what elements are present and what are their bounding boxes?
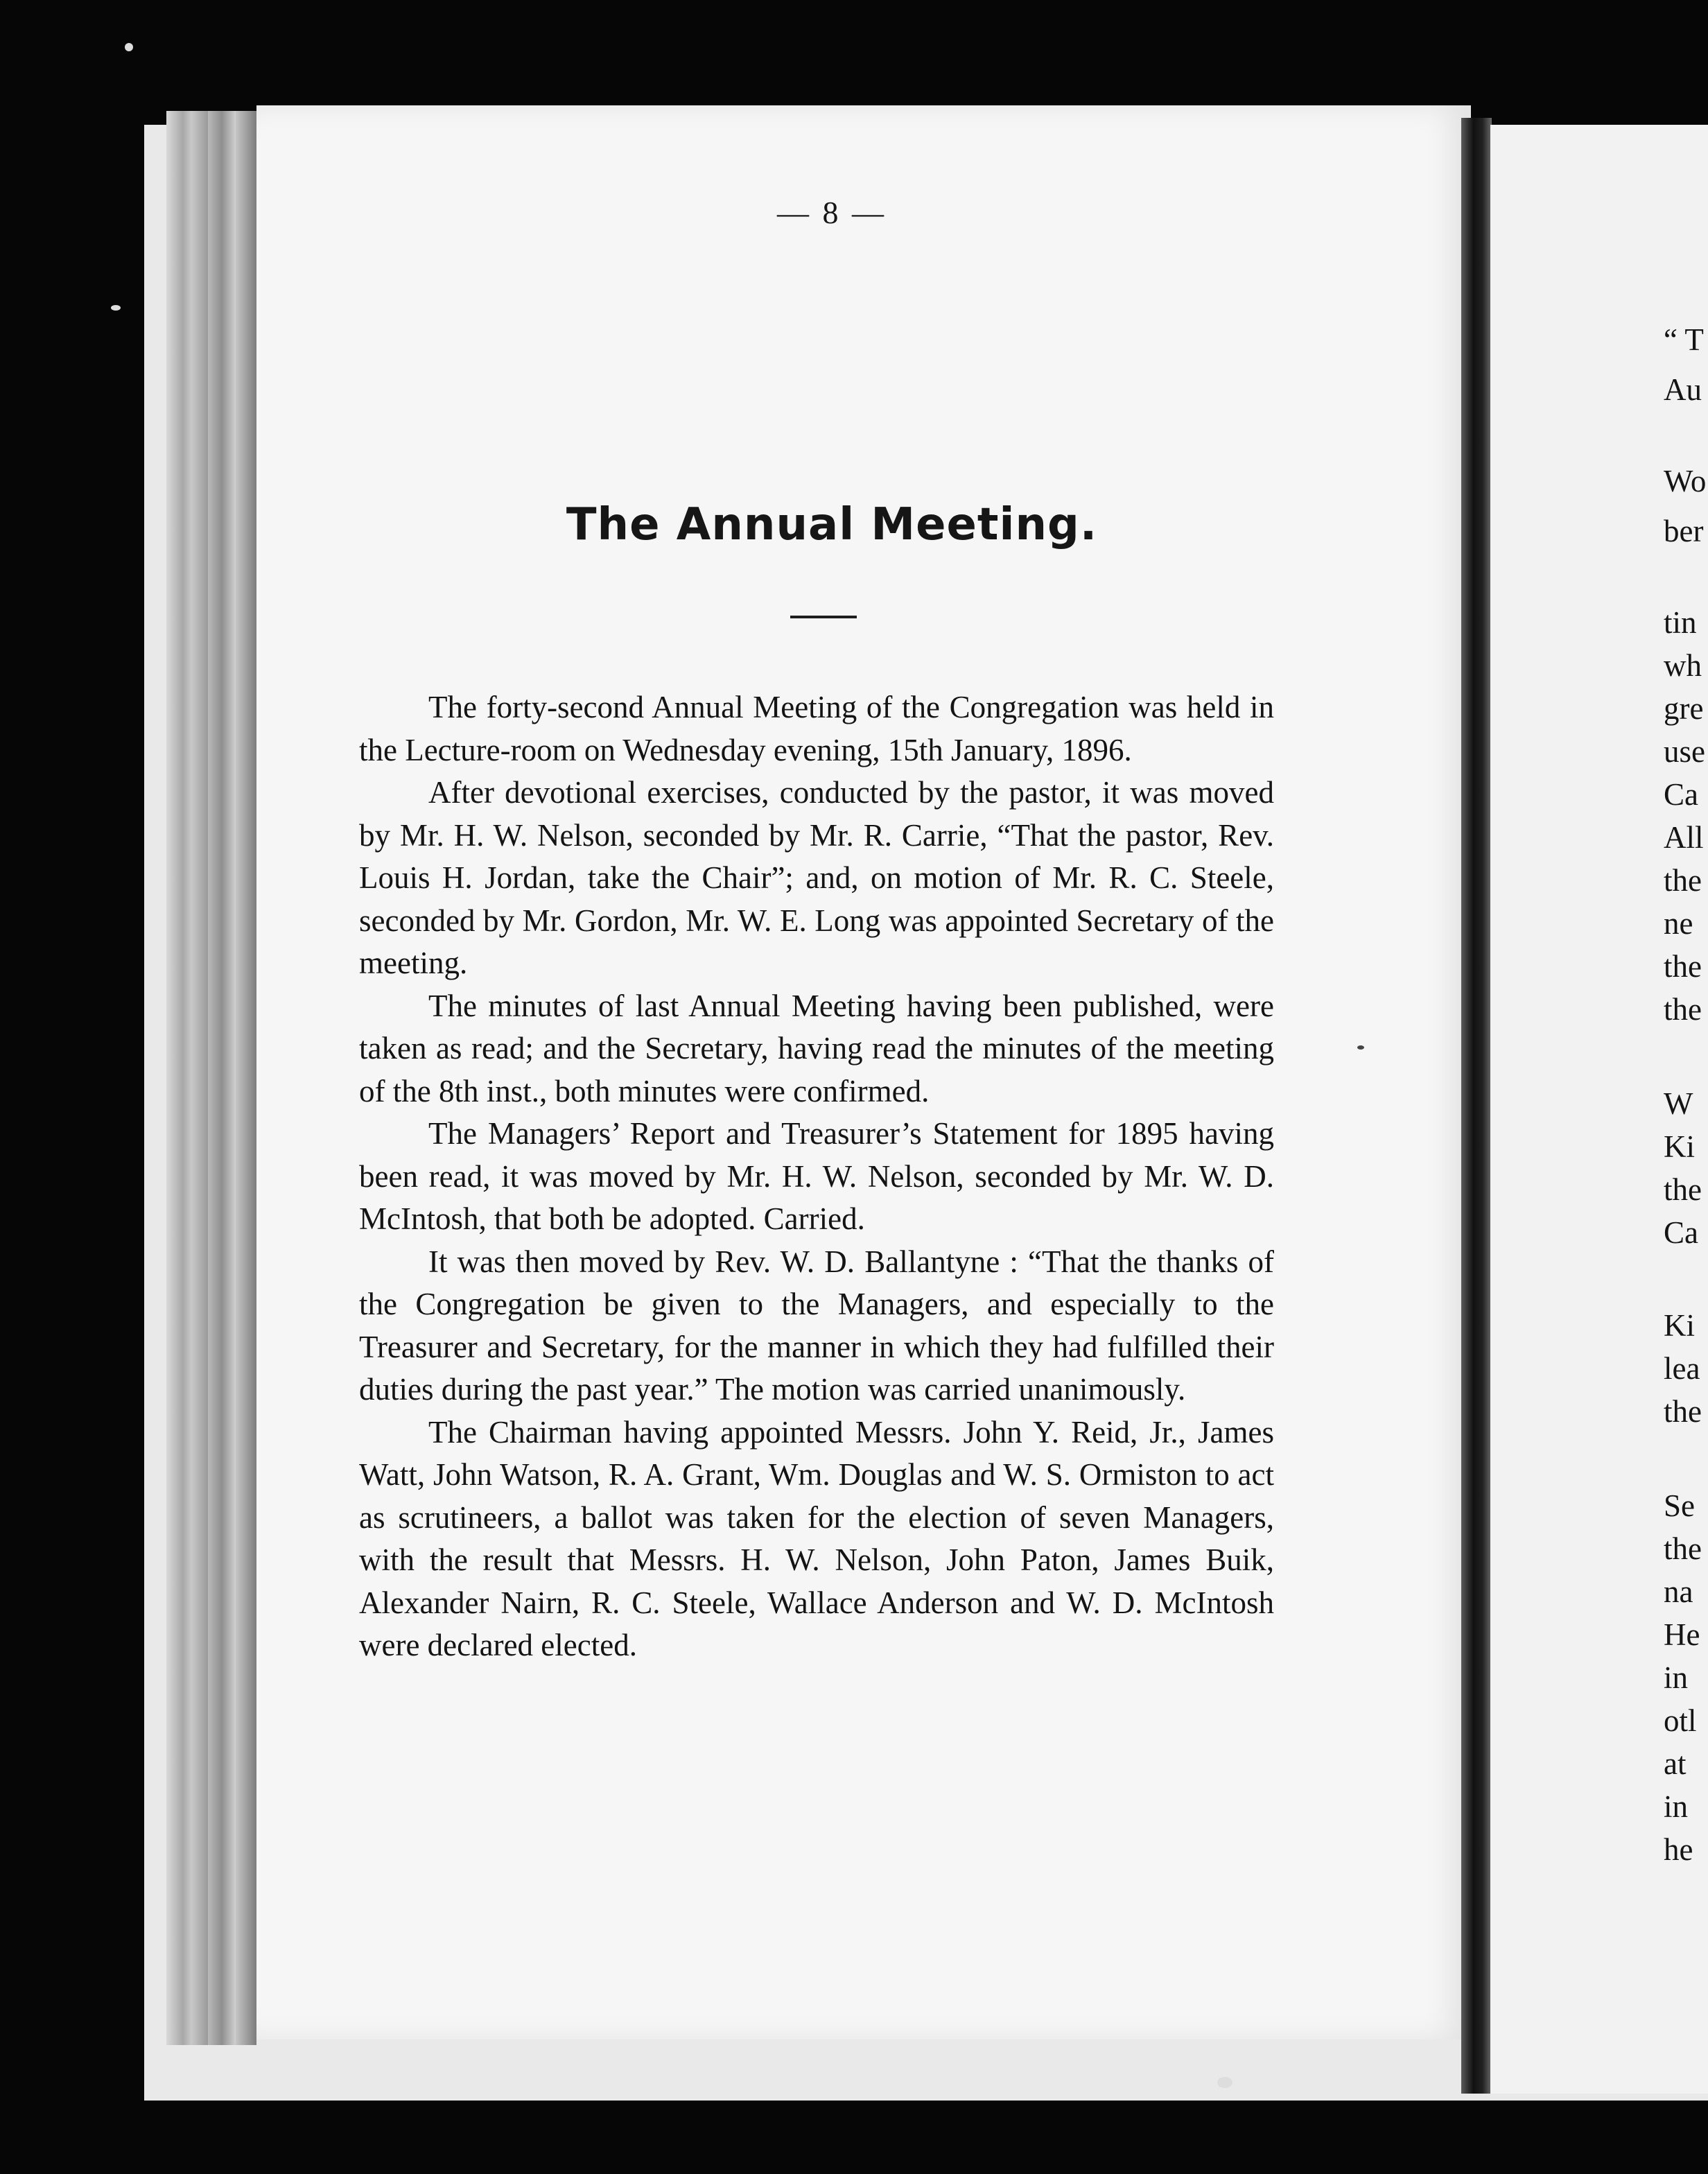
- right-page-fragment: W: [1664, 1086, 1693, 1121]
- right-page-fragment: Ca: [1664, 777, 1698, 812]
- right-page-fragment: the: [1664, 1531, 1702, 1566]
- dust-speck: [1217, 2077, 1232, 2088]
- paragraph: The forty-second Annual Meeting of the Congregation was held in the Lecture-room on Wednesday evening, 15th January, 1896.: [359, 690, 1274, 767]
- title-rule: [790, 616, 857, 618]
- paragraph: The minutes of last Annual Meeting having been published, were taken as read; and the Secretary, having read the minutes of the meeting of the 8th inst., both minutes were confirmed.: [359, 988, 1274, 1108]
- right-page-fragment: the: [1664, 992, 1702, 1027]
- right-page-fragment: in: [1664, 1660, 1689, 1695]
- right-page-fragment: Ki: [1664, 1308, 1695, 1343]
- right-page-fragment: the: [1664, 863, 1702, 898]
- right-page-fragment: use: [1664, 734, 1705, 769]
- right-page-fragment: wh: [1664, 648, 1702, 683]
- page-number: — 8 —: [777, 195, 887, 230]
- right-page-fragment: na: [1664, 1574, 1693, 1609]
- right-page-fragment: the: [1664, 1394, 1702, 1429]
- right-page-fragment: otl: [1664, 1703, 1697, 1738]
- right-page-fragment: He: [1664, 1617, 1700, 1652]
- right-page-fragment: the: [1664, 949, 1702, 984]
- right-page-fragment: he: [1664, 1832, 1693, 1867]
- paragraph: It was then moved by Rev. W. D. Ballantyne : “That the thanks of the Congregation be given to the Managers, and especially to the Treasurer and Secretary, for the manner in which they had fulfilled their duties during the past year.” The motion was carried unanimously.: [359, 1244, 1274, 1407]
- right-page-fragment: the: [1664, 1172, 1702, 1207]
- right-page-fragment: lea: [1664, 1351, 1700, 1386]
- paragraph: The Chairman having appointed Messrs. John Y. Reid, Jr., James Watt, John Watson, R. A. Grant, Wm. Douglas and W. S. Ormiston to act as scrutineers, a ballot was taken for the election of seven Managers, with the result that Messrs. H. W. Nelson, John Paton, James Buik, Alexander Nairn, R. C. Steele, Wallace Anderson and W. D. McIntosh were declared elected.: [359, 1414, 1274, 1662]
- right-page-fragment: ne: [1664, 906, 1693, 941]
- right-page-fragment: Wo: [1664, 464, 1707, 498]
- right-page-fragment: “ T: [1664, 322, 1704, 357]
- right-page-fragment: ber: [1664, 514, 1704, 548]
- body-text: [359, 686, 1274, 1667]
- right-page-fragment: in: [1664, 1789, 1689, 1824]
- right-page-fragment: tin: [1664, 605, 1697, 640]
- right-page-fragment: All: [1664, 820, 1704, 855]
- page-title: The Annual Meeting.: [566, 499, 1098, 550]
- right-page-fragment: gre: [1664, 691, 1704, 726]
- dust-speck: [1357, 1045, 1364, 1050]
- paragraph: The Managers’ Report and Treasurer’s Statement for 1895 having been read, it was moved by Mr. H. W. Nelson, seconded by Mr. W. D. McIntosh, that both be adopted. Carried.: [359, 1116, 1274, 1236]
- right-page-fragment: Au: [1664, 372, 1702, 407]
- dust-speck: [111, 305, 121, 311]
- paragraph: After devotional exercises, conducted by the pastor, it was moved by Mr. H. W. Nelson, seconded by Mr. R. Carrie, “That the pastor, Rev. Louis H. Jordan, take the Chair”; and, on motion of Mr. R. C. Steele, seconded by Mr. Gordon, Mr. W. E. Long was appointed Secretary of the meeting.: [359, 775, 1274, 980]
- right-page-fragment: Ca: [1664, 1215, 1698, 1250]
- right-page-fragment: Se: [1664, 1488, 1695, 1523]
- right-page-fragment: at: [1664, 1746, 1687, 1781]
- dust-speck: [125, 43, 133, 51]
- right-page-fragment: Ki: [1664, 1129, 1695, 1164]
